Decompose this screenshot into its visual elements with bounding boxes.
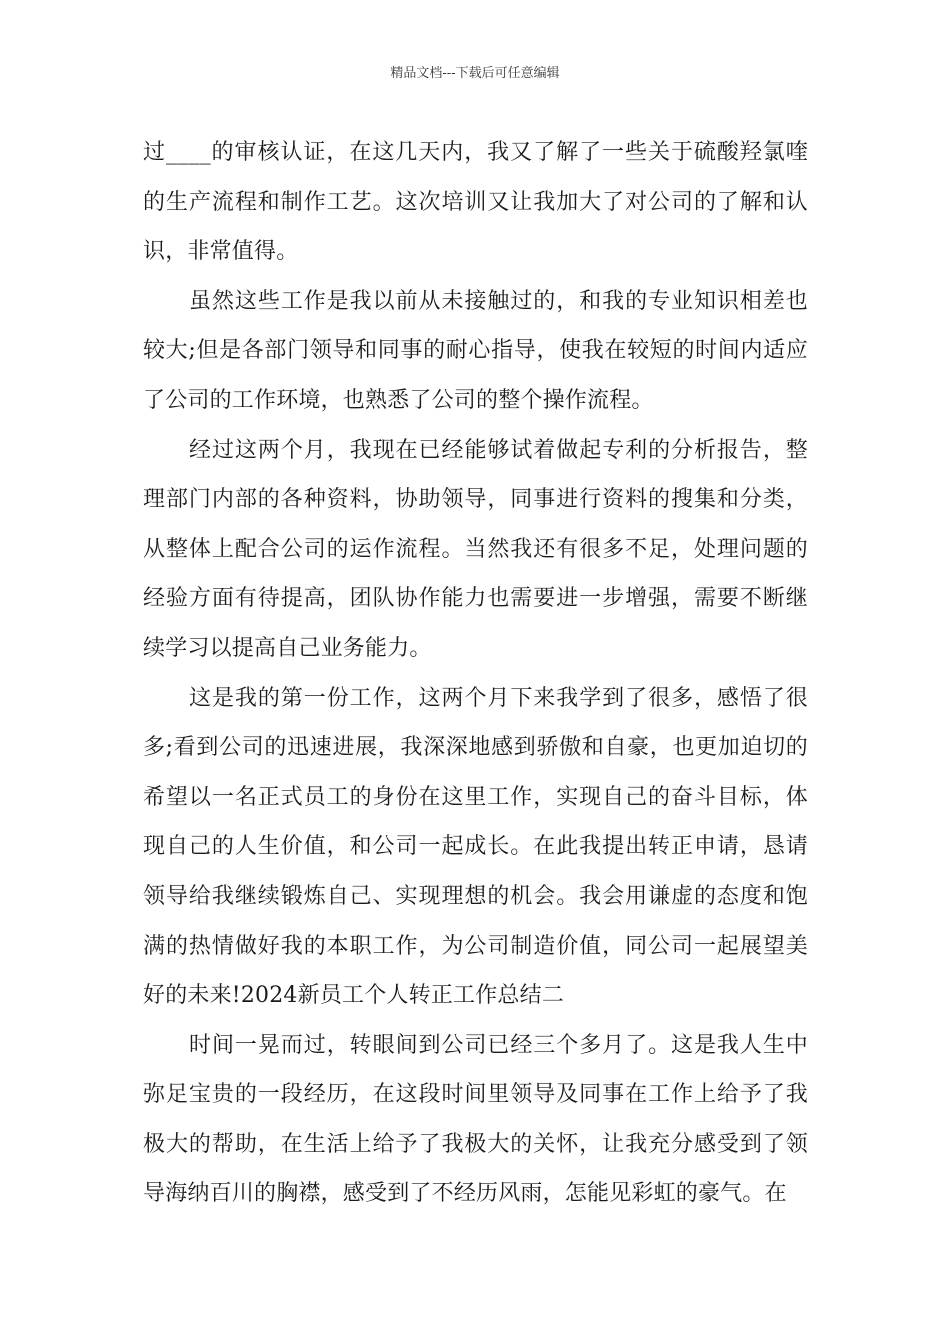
document-body [143, 128, 808, 1219]
paragraph: 这是我的第一份工作，这两个月下来我学到了很多，感悟了很多;看到公司的迅速进展，我深深地感到骄傲和自豪，也更加迫切的希望以一名正式员工的身份在这里工作，实现自己的奋斗目标，体现自己的人生价值，和公司一起成长。在此我提出转正申请，恳请领导给我继续锻炼自己、实现理想的机会。我会用谦虚的态度和饱满的热情做好我的本职工作，为公司制造价值，同公司一起展望美好的未来!2024新员工个人转正工作总结二 [143, 685, 808, 1009]
paragraph: 经过这两个月，我现在已经能够试着做起专利的分析报告，整理部门内部的各种资料，协助领导，同事进行资料的搜集和分类，从整体上配合公司的运作流程。当然我还有很多不足，处理问题的经验方面有待提高，团队协作能力也需要进一步增强，需要不断继续学习以提高自己业务能力。 [143, 437, 808, 661]
paragraph: 时间一晃而过，转眼间到公司已经三个多月了。这是我人生中弥足宝贵的一段经历，在这段时间里领导及同事在工作上给予了我极大的帮助，在生活上给予了我极大的关怀，让我充分感受到了领导海纳百川的胸襟，感受到了不经历风雨，怎能见彩虹的豪气。在 [143, 1032, 808, 1207]
page-header: 精品文档---下载后可任意编辑 [390, 66, 560, 81]
paragraph: 虽然这些工作是我以前从未接触过的，和我的专业知识相差也较大;但是各部门领导和同事的耐心指导，使我在较短的时间内适应了公司的工作环境，也熟悉了公司的整个操作流程。 [143, 288, 808, 413]
paragraph-continuation: 过____的审核认证，在这几天内，我又了解了一些关于硫酸羟氯喹的生产流程和制作工艺。这次培训又让我加大了对公司的了解和认识，非常值得。 [143, 140, 808, 265]
